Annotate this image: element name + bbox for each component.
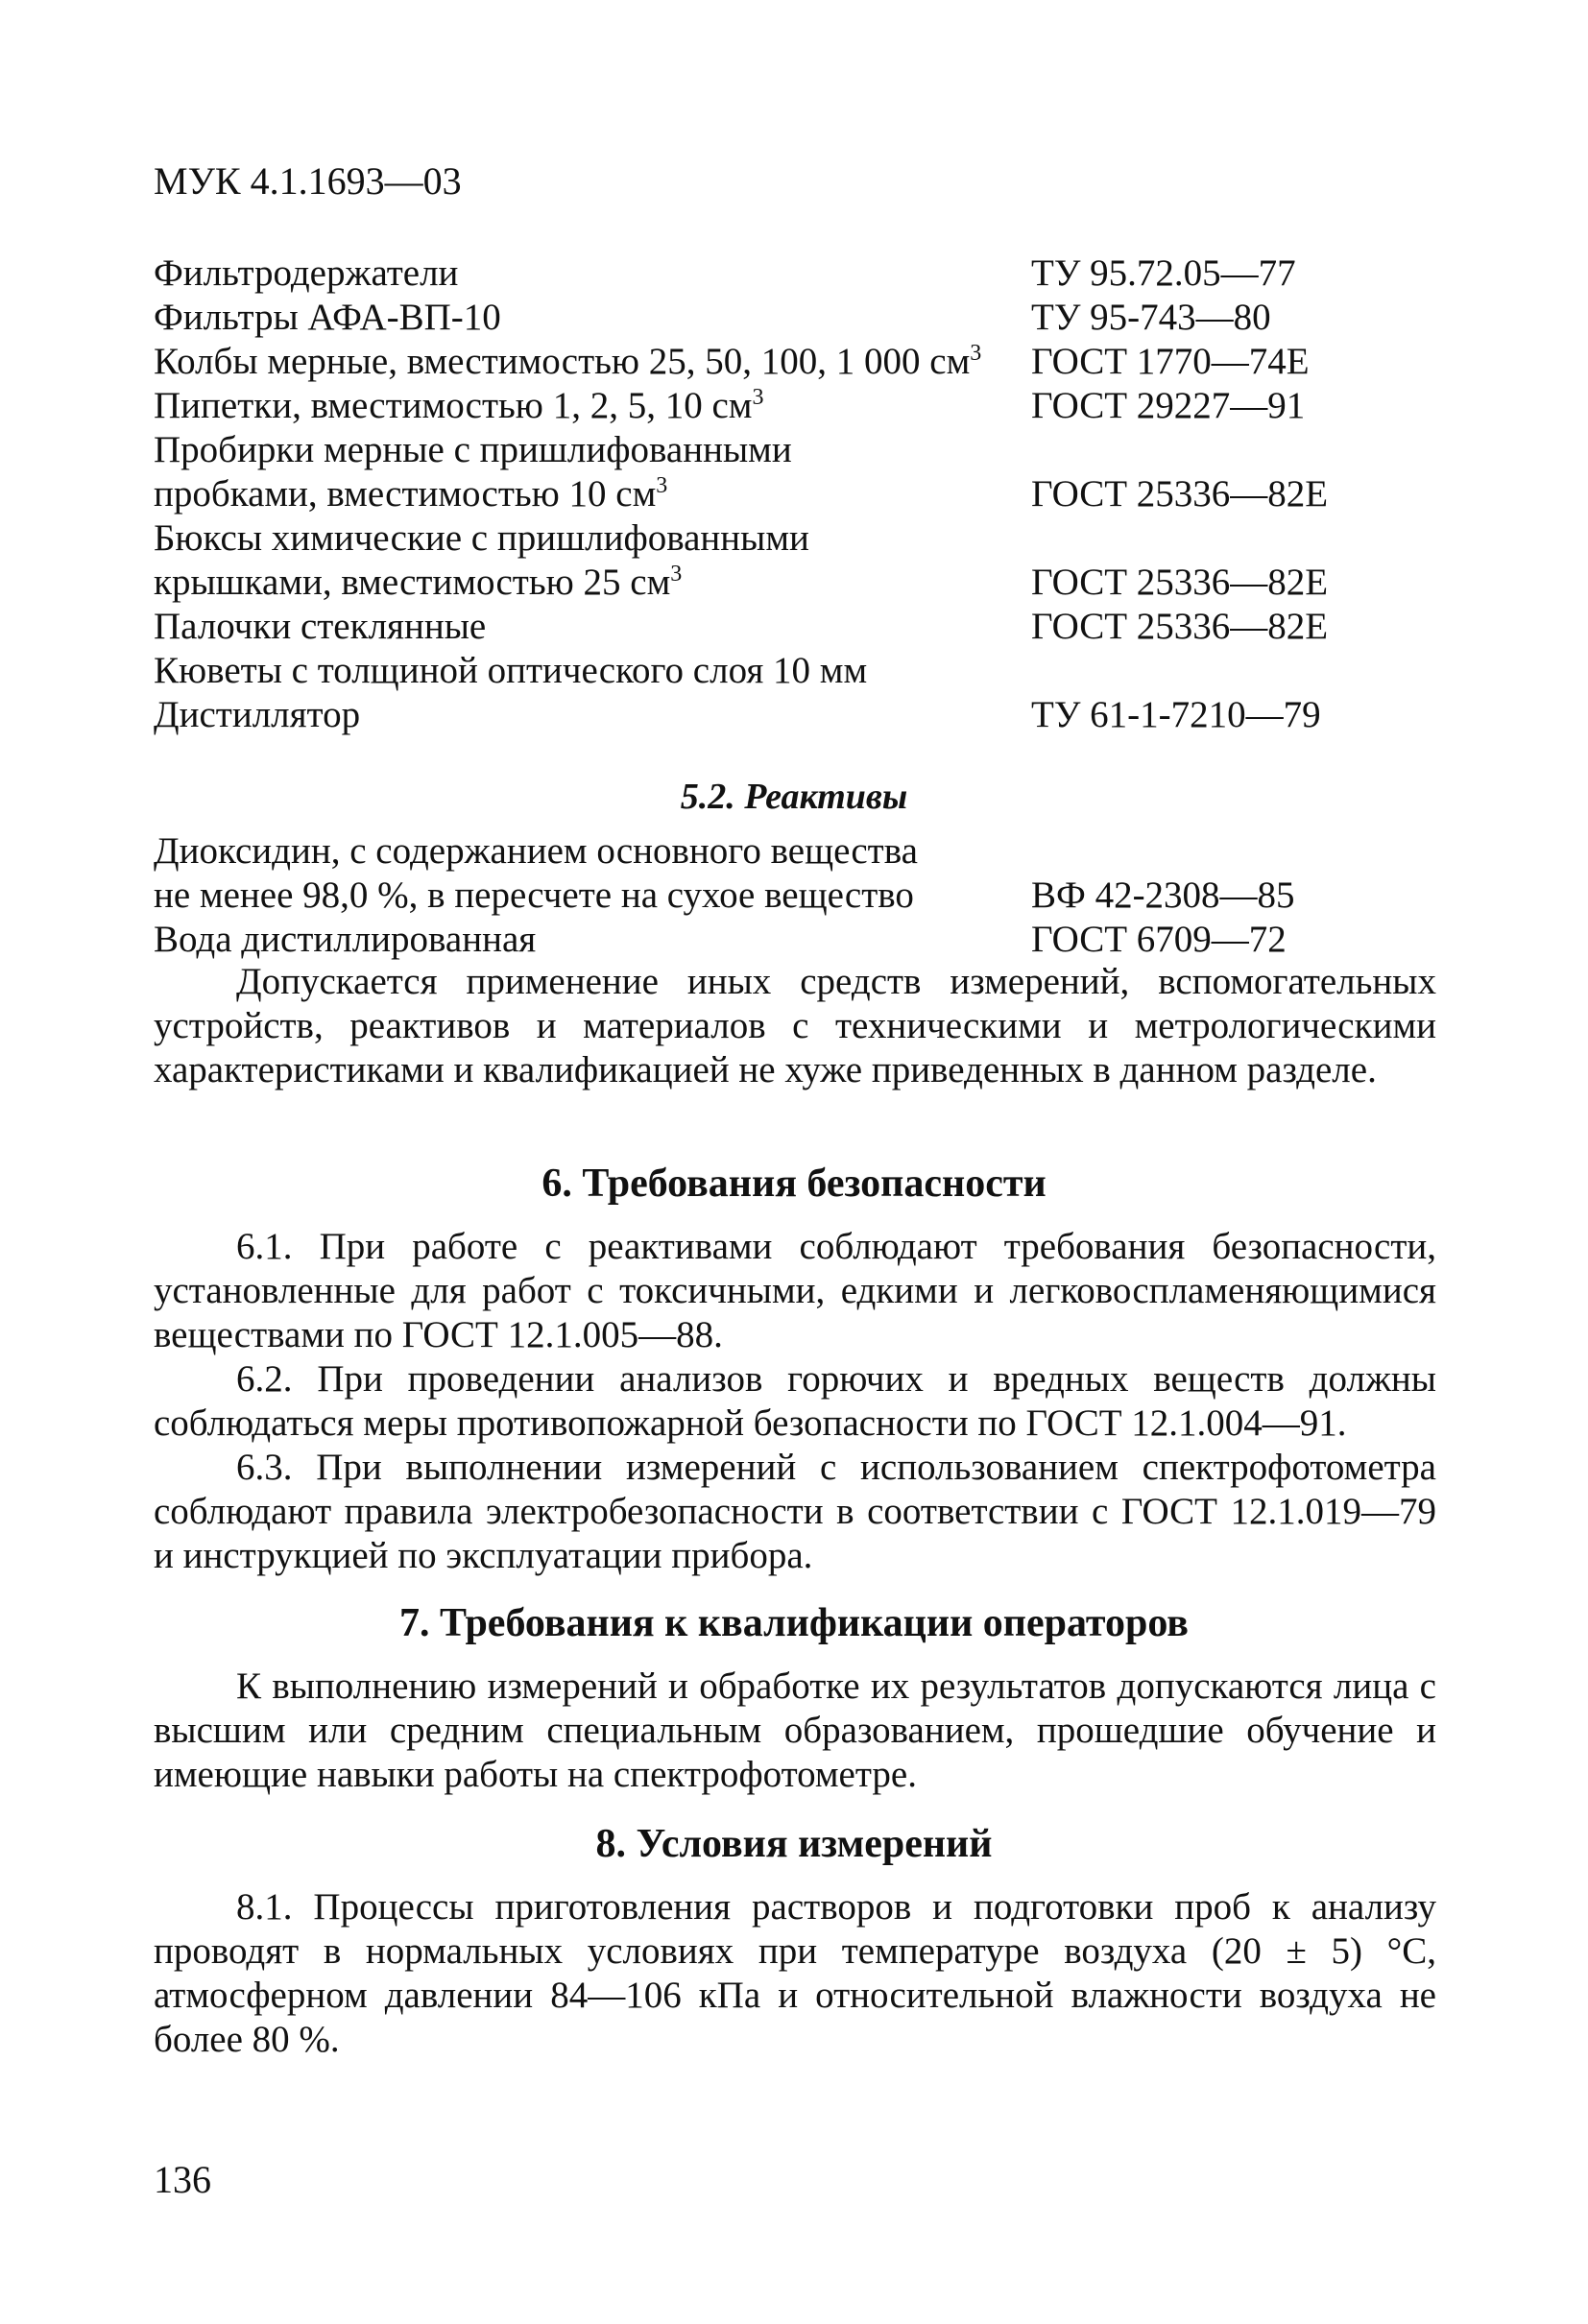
reagent-row bbox=[154, 829, 1402, 874]
unit-superscript: 3 bbox=[656, 473, 668, 498]
equipment-name: Колбы мерные, вместимостью 25, 50, 100, 1 000 см bbox=[154, 341, 971, 382]
paragraph-8-1: 8.1. Процессы приготовления растворов и подготовки проб к анализу проводят в нормальных условиях при температуре воздуха (20 ± 5) °С, атмосферном давлении 84—106 кПа и относительной влажности воздуха не более 80 %. bbox=[154, 1886, 1436, 2060]
equipment-row bbox=[154, 472, 1402, 516]
equipment-row bbox=[154, 384, 1402, 428]
unit-superscript: 3 bbox=[670, 562, 683, 587]
reagent-standard: ГОСТ 6709—72 bbox=[1031, 919, 1287, 960]
equipment-name-wrap bbox=[154, 472, 667, 516]
equipment-name-wrap bbox=[154, 384, 763, 428]
equipment-name: крышками, вместимостью 25 см bbox=[154, 562, 671, 603]
equipment-standard: ТУ 95-743—80 bbox=[1031, 297, 1271, 338]
reagent-name: Диоксидин, с содержанием основного вещества bbox=[154, 830, 918, 872]
equipment-name-wrap bbox=[154, 340, 981, 384]
equipment-row bbox=[154, 428, 1402, 472]
equipment-standard: ТУ 61-1-7210—79 bbox=[1031, 694, 1321, 735]
equipment-row bbox=[154, 516, 1402, 561]
reagent-row bbox=[154, 874, 1402, 918]
equipment-name: пробками, вместимостью 10 см bbox=[154, 473, 657, 515]
equipment-row bbox=[154, 340, 1402, 384]
equipment-standard: ГОСТ 1770—74Е bbox=[1031, 341, 1310, 382]
equipment-standard: ГОСТ 29227—91 bbox=[1031, 385, 1306, 426]
paragraph-7-1: К выполнению измерений и обработке их результатов допускаются лица с высшим или средним специальным образованием, прошедшие обучение и имеющие навыки работы на спектрофотометре. bbox=[154, 1665, 1436, 1795]
equipment-standard: ТУ 95.72.05—77 bbox=[1031, 252, 1296, 294]
equipment-row bbox=[154, 296, 1402, 340]
paragraph-6-3: 6.3. При выполнении измерений с использованием спектрофотометра соблюдают правила электробезопасности в соответствии с ГОСТ 12.1.019—79 и инструкцией по эксплуатации прибора. bbox=[154, 1447, 1436, 1576]
section-8-heading: 8. Условия измерений bbox=[595, 1822, 993, 1866]
equipment-row bbox=[154, 252, 1402, 296]
paragraph-6-1: 6.1. При работе с реактивами соблюдают требования безопасности, установленные для работ с токсичными, едкими и легковоспламеняющимися веществами по ГОСТ 12.1.005—88. bbox=[154, 1226, 1436, 1355]
equipment-name: Палочки стеклянные bbox=[154, 606, 487, 647]
paragraph-allowed-substitutes: Допускается применение иных средств измерений, вспомогательных устройств, реактивов и материалов с техническими и метрологическими характеристиками и квалификацией не хуже приведенных в данном разделе. bbox=[154, 961, 1436, 1090]
page-number: 136 bbox=[154, 2158, 211, 2201]
equipment-row bbox=[154, 693, 1402, 737]
reagent-name: не менее 98,0 %, в пересчете на сухое вещество bbox=[154, 874, 914, 916]
equipment-name: Фильтры АФА-ВП-10 bbox=[154, 297, 501, 338]
equipment-name: Пипетки, вместимостью 1, 2, 5, 10 см bbox=[154, 385, 753, 426]
equipment-row bbox=[154, 561, 1402, 605]
equipment-name: Бюксы химические с пришлифованными bbox=[154, 517, 809, 559]
equipment-name: Пробирки мерные с пришлифованными bbox=[154, 429, 792, 470]
reagent-standard: ВФ 42-2308—85 bbox=[1031, 874, 1295, 916]
equipment-standard: ГОСТ 25336—82Е bbox=[1031, 606, 1329, 647]
equipment-name: Дистиллятор bbox=[154, 694, 361, 735]
document-code: МУК 4.1.1693—03 bbox=[154, 159, 462, 203]
equipment-name: Кюветы с толщиной оптического слоя 10 мм bbox=[154, 650, 868, 691]
reagent-row bbox=[154, 918, 1402, 962]
paragraph-6-2: 6.2. При проведении анализов горючих и вредных веществ должны соблюдаться меры противопожарной безопасности по ГОСТ 12.1.004—91. bbox=[154, 1358, 1436, 1444]
equipment-name: Фильтродержатели bbox=[154, 252, 459, 294]
unit-superscript: 3 bbox=[970, 341, 982, 366]
equipment-name-wrap bbox=[154, 561, 682, 605]
unit-superscript: 3 bbox=[752, 385, 764, 410]
section-7-heading: 7. Требования к квалификации операторов bbox=[399, 1601, 1189, 1645]
equipment-standard: ГОСТ 25336—82Е bbox=[1031, 473, 1329, 515]
equipment-row bbox=[154, 649, 1402, 693]
reagent-name: Вода дистиллированная bbox=[154, 919, 537, 960]
equipment-list bbox=[154, 252, 1402, 737]
reagents-heading: 5.2. Реактивы bbox=[680, 777, 908, 817]
equipment-standard: ГОСТ 25336—82Е bbox=[1031, 562, 1329, 603]
reagents-list bbox=[154, 829, 1402, 962]
section-6-heading: 6. Требования безопасности bbox=[541, 1162, 1047, 1206]
equipment-row bbox=[154, 605, 1402, 649]
